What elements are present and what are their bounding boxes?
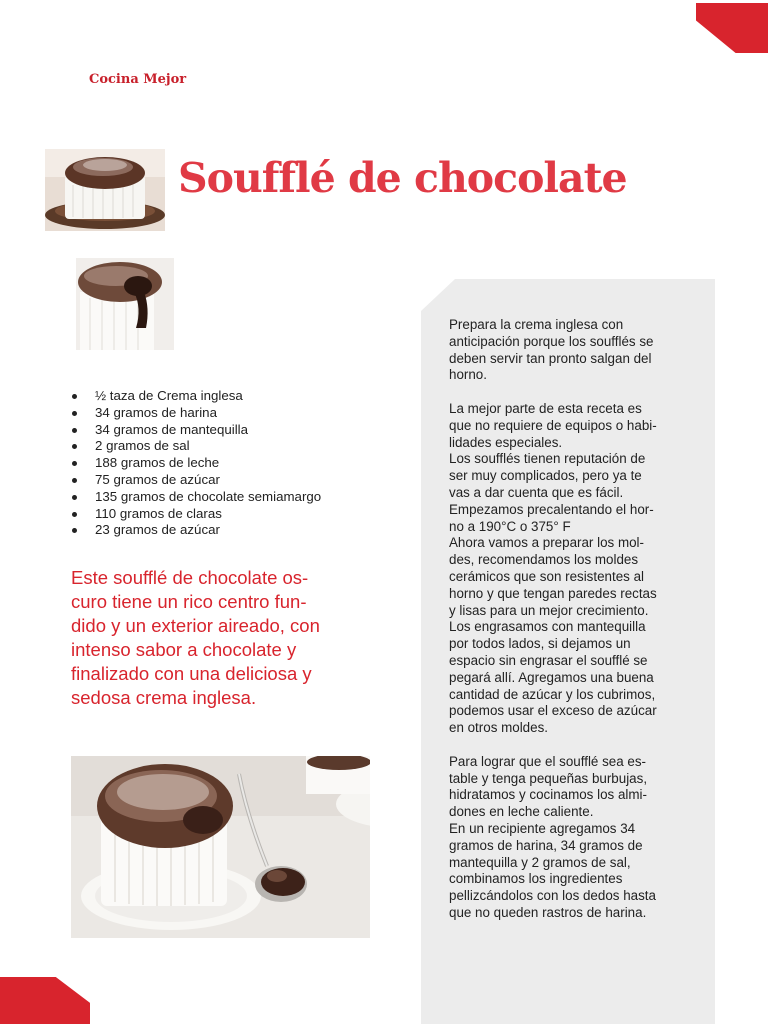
intro-line: curo tiene un rico centro fun-	[71, 591, 307, 612]
corner-decoration-bottom	[0, 977, 90, 1024]
method-line: pegará allí. Agregamos una buena	[449, 669, 654, 685]
method-line: no a 190°C o 375° F	[449, 518, 571, 534]
method-line: en otros moldes.	[449, 720, 548, 736]
method-line: y lisas para un mejor crecimiento.	[449, 602, 649, 618]
ingredient-item: 23 gramos de azúcar	[72, 522, 321, 539]
method-line: mantequilla y 2 gramos de sal,	[449, 854, 631, 870]
intro-line: Este soufflé de chocolate os-	[71, 567, 309, 588]
method-line: En un recipiente agregamos 34	[449, 820, 636, 836]
method-line: pellizcándolos con los dedos hasta	[449, 888, 656, 904]
method-line: deben servir tan pronto salgan del	[449, 350, 652, 366]
method-line: Para lograr que el soufflé sea es-	[449, 753, 647, 769]
corner-decoration-top	[696, 3, 768, 53]
method-line: La mejor parte de esta receta es	[449, 400, 642, 416]
method-line: Los engrasamos con mantequilla	[449, 619, 646, 635]
method-line: gramos de harina, 34 gramos de	[449, 837, 643, 853]
side-photo	[76, 258, 174, 350]
method-line: des, recomendamos los moldes	[449, 552, 639, 568]
ingredient-item: 2 gramos de sal	[72, 438, 321, 455]
page-title: Soufflé de chocolate	[178, 154, 627, 202]
method-line: Empezamos precalentando el hor-	[449, 501, 654, 517]
method-line: table y tenga pequeñas burbujas,	[449, 770, 648, 786]
intro-paragraph	[71, 566, 371, 710]
method-text	[449, 317, 709, 922]
title-photo	[45, 149, 165, 231]
method-line: Ahora vamos a preparar los mol-	[449, 535, 644, 551]
ingredient-list	[72, 388, 321, 539]
ingredient-item: ½ taza de Crema inglesa	[72, 388, 321, 405]
method-line: cantidad de azúcar y los cubrimos,	[449, 686, 656, 702]
method-line: dones en leche caliente.	[449, 804, 594, 820]
magazine-name: Cocina Mejor	[89, 72, 187, 87]
method-line: que no requiere de equipos o habi-	[449, 417, 657, 433]
intro-line: sedosa crema inglesa.	[71, 687, 257, 708]
ingredient-item: 110 gramos de claras	[72, 506, 321, 523]
method-line: Prepara la crema inglesa con	[449, 317, 624, 332]
intro-line: dido y un exterior aireado, con	[71, 615, 320, 636]
ingredient-item: 75 gramos de azúcar	[72, 472, 321, 489]
method-line: espacio sin engrasar el soufflé se	[449, 652, 648, 668]
intro-line: intenso sabor a chocolate y	[71, 639, 297, 660]
paragraph-gap	[449, 384, 709, 401]
method-line: que no queden rastros de harina.	[449, 904, 647, 920]
method-line: por todos lados, si dejamos un	[449, 636, 631, 652]
method-line: anticipación porque los soufflés se	[449, 333, 654, 349]
method-line: cerámicos que son resistentes al	[449, 568, 645, 584]
ingredient-item: 135 gramos de chocolate semiamargo	[72, 489, 321, 506]
ingredient-item: 34 gramos de mantequilla	[72, 422, 321, 439]
method-line: vas a dar cuenta que es fácil.	[449, 484, 624, 500]
method-line: horno y que tengan paredes rectas	[449, 585, 657, 601]
paragraph-gap	[449, 737, 709, 754]
method-line: ser muy complicados, pero ya te	[449, 468, 642, 484]
method-line: horno.	[449, 367, 487, 383]
intro-line: finalizado con una deliciosa y	[71, 663, 312, 684]
bottom-photo	[71, 756, 370, 938]
ingredient-item: 34 gramos de harina	[72, 405, 321, 422]
method-line: hidratamos y cocinamos los almi-	[449, 787, 647, 803]
method-line: Los soufflés tienen reputación de	[449, 451, 646, 467]
method-line: lidades especiales.	[449, 434, 563, 450]
method-line: podemos usar el exceso de azúcar	[449, 703, 657, 719]
ingredient-item: 188 gramos de leche	[72, 455, 321, 472]
method-line: combinamos los ingredientes	[449, 871, 623, 887]
